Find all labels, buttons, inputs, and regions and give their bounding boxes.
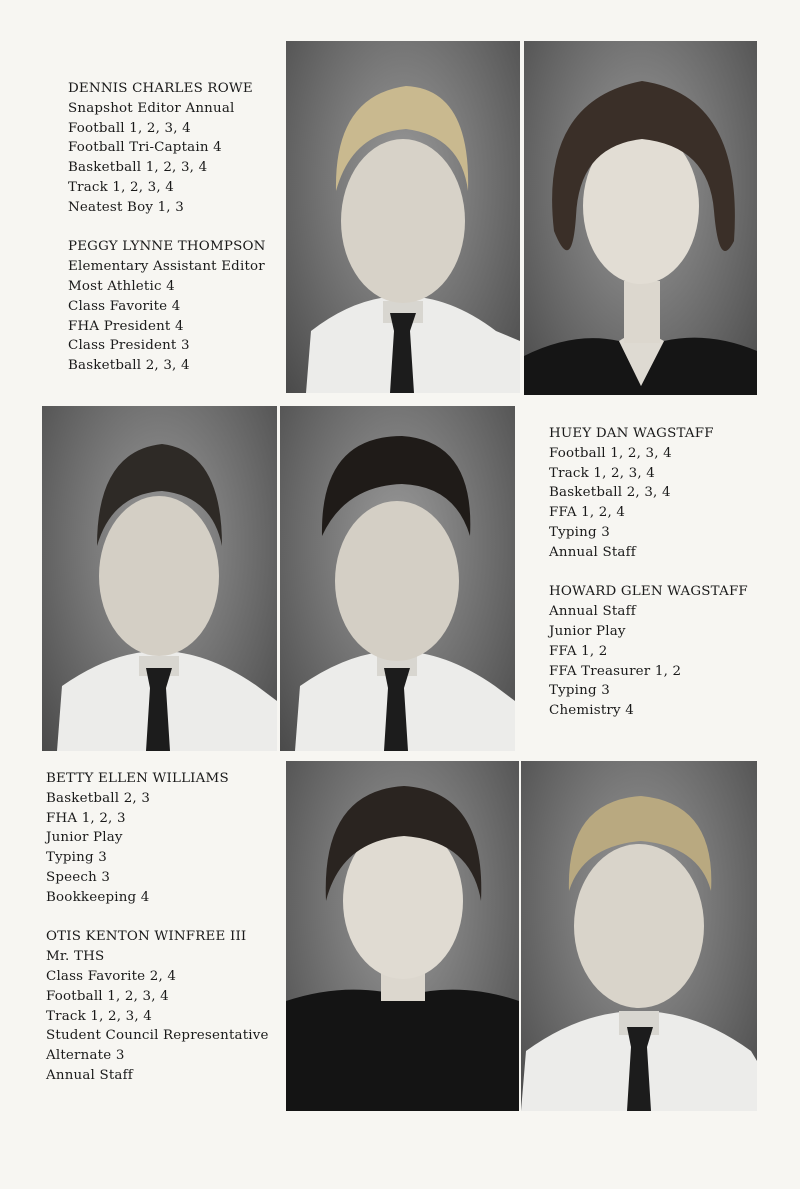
portrait-photo-rowe xyxy=(286,41,520,393)
activity-item: Alternate 3 xyxy=(46,1048,125,1064)
activity-item: Speech 3 xyxy=(46,869,111,885)
portrait-photo-howard-wagstaff xyxy=(280,406,515,751)
activity-item: Mr. THS xyxy=(46,949,105,965)
activity-item: Football 1, 2, 3, 4 xyxy=(549,445,672,461)
senior-text-block-1 xyxy=(68,79,266,376)
activity-item: Junior Play xyxy=(46,830,123,846)
activity-item: Basketball 2, 3, 4 xyxy=(549,485,671,501)
activity-item: FFA 1, 2, 4 xyxy=(549,505,626,521)
portrait-photo-williams xyxy=(286,761,519,1111)
activity-item: Basketball 2, 3 xyxy=(46,790,151,806)
activity-item: Football 1, 2, 3, 4 xyxy=(46,988,169,1004)
activity-item: Chemistry 4 xyxy=(549,703,634,719)
activity-item: Typing 3 xyxy=(549,683,610,699)
student-name-howard-wagstaff: HOWARD GLEN WAGSTAFF xyxy=(549,584,748,600)
activity-item: Football 1, 2, 3, 4 xyxy=(68,120,191,136)
activity-item: Annual Staff xyxy=(46,1067,133,1083)
student-name-thompson: PEGGY LYNNE THOMPSON xyxy=(68,239,266,255)
activity-item: Track 1, 2, 3, 4 xyxy=(46,1008,153,1024)
activity-item: Elementary Assistant Editor xyxy=(68,259,265,275)
portrait-photo-thompson xyxy=(524,41,757,395)
activity-item: FHA 1, 2, 3 xyxy=(46,810,126,826)
activity-item: Neatest Boy 1, 3 xyxy=(68,199,184,215)
activity-item: Most Athletic 4 xyxy=(68,278,175,294)
student-name-huey-wagstaff: HUEY DAN WAGSTAFF xyxy=(549,426,714,441)
activity-item: Basketball 1, 2, 3, 4 xyxy=(68,160,208,176)
activity-item: Typing 3 xyxy=(46,850,107,866)
activity-item: Student Council Representative xyxy=(46,1028,269,1044)
activity-item: FHA President 4 xyxy=(68,318,184,334)
activity-item: Annual Staff xyxy=(549,604,636,620)
activity-item: Annual Staff xyxy=(549,544,636,560)
activity-item: FFA 1, 2 xyxy=(549,643,608,659)
activity-item: Class President 3 xyxy=(68,338,190,354)
senior-text-block-3 xyxy=(46,769,269,1086)
portrait-photo-huey-wagstaff xyxy=(42,406,277,751)
senior-text-block-2 xyxy=(549,424,748,721)
student-name-williams: BETTY ELLEN WILLIAMS xyxy=(46,771,229,786)
activity-item: Bookkeeping 4 xyxy=(46,889,150,905)
activity-item: Track 1, 2, 3, 4 xyxy=(549,465,656,481)
student-name-rowe: DENNIS CHARLES ROWE xyxy=(68,81,253,96)
activity-item: Snapshot Editor Annual xyxy=(68,100,235,116)
student-name-winfree: OTIS KENTON WINFREE III xyxy=(46,929,247,945)
activity-item: Class Favorite 4 xyxy=(68,298,181,314)
portrait-photo-winfree xyxy=(521,761,757,1111)
activity-item: FFA Treasurer 1, 2 xyxy=(549,663,682,679)
activity-item: Junior Play xyxy=(549,623,626,639)
activity-item: Football Tri-Captain 4 xyxy=(68,140,222,156)
activity-item: Class Favorite 2, 4 xyxy=(46,968,177,984)
activity-item: Typing 3 xyxy=(549,524,610,540)
activity-item: Basketball 2, 3, 4 xyxy=(68,358,190,374)
activity-item: Track 1, 2, 3, 4 xyxy=(68,179,175,195)
